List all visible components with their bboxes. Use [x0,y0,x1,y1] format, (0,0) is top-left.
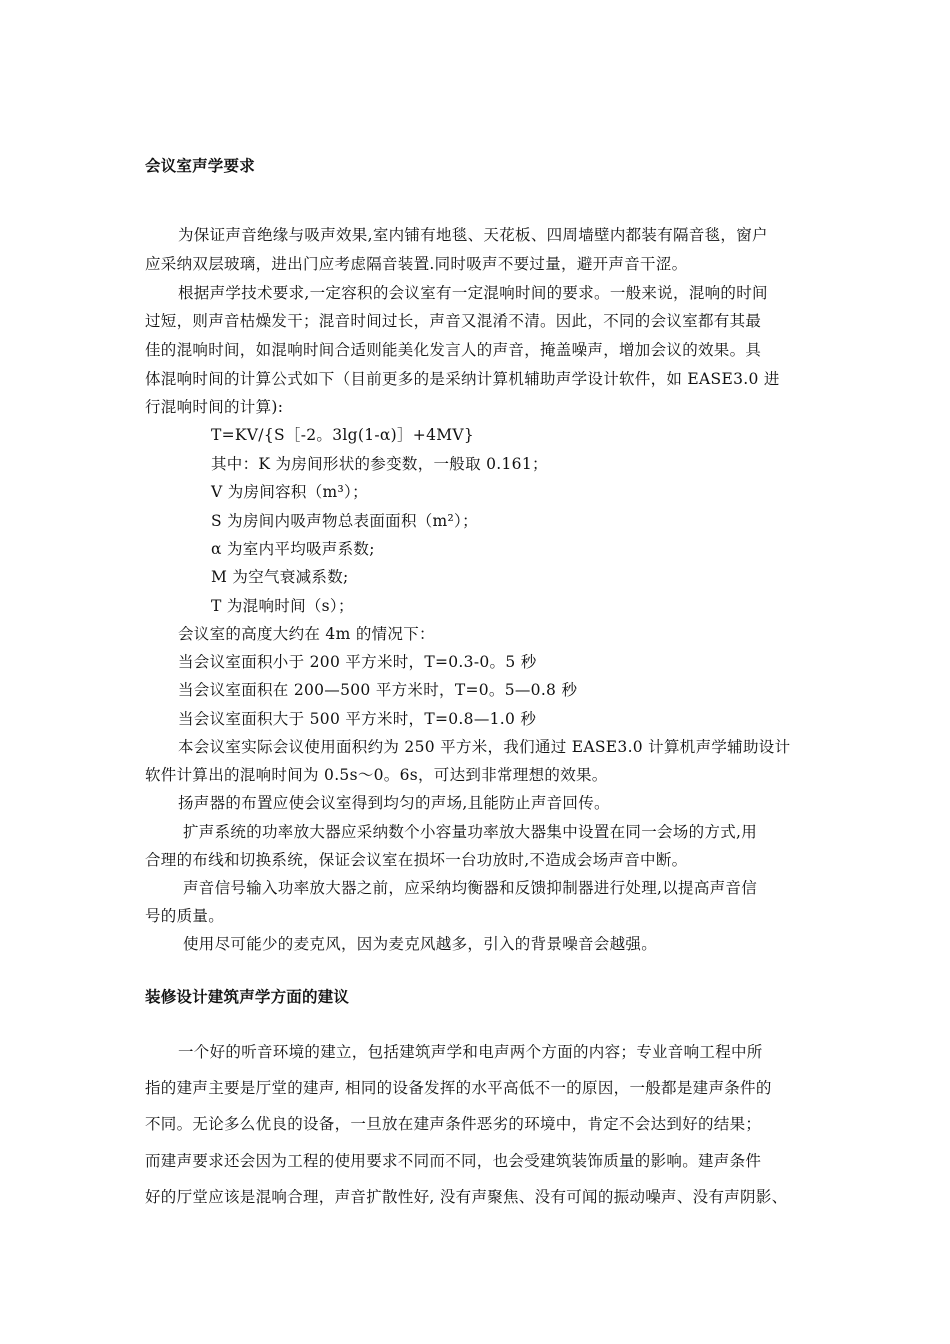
paragraph-line: 扬声器的布置应使会议室得到均匀的声场,且能防止声音回传。 [178,794,610,812]
formula-definition: S 为房间内吸声物总表面面积（m²）； [211,512,478,530]
paragraph-line: 为保证声音绝缘与吸声效果,室内铺有地毯、天花板、四周墙壁内都装有隔音毯，窗户 [178,226,768,244]
paragraph-line: 扩声系统的功率放大器应采纳数个小容量功率放大器集中设置在同一会场的方式,用 [183,823,758,841]
paragraph-line: 一个好的听音环境的建立，包括建筑声学和电声两个方面的内容；专业音响工程中所 [178,1043,763,1061]
paragraph-line: 好的厅堂应该是混响合理，声音扩散性好, 没有声聚焦、没有可闻的振动噪声、没有声阴影、 [145,1188,788,1206]
paragraph-line: 体混响时间的计算公式如下（目前更多的是采纳计算机辅助声学设计软件，如 EASE3.0 进 [145,370,780,388]
paragraph-line: 而建声要求还会因为工程的使用要求不同而不同，也会受建筑装饰质量的影响。建声条件 [145,1152,762,1170]
paragraph-line: 行混响时间的计算): [145,398,284,416]
formula-definition: V 为房间容积（m³）； [211,483,368,501]
formula-definition: T 为混响时间（s）； [211,597,354,615]
paragraph-line: 合理的布线和切换系统，保证会议室在损坏一台功放时,不造成会场声音中断。 [145,851,688,869]
reverb-range-line: 当会议室面积大于 500 平方米时，T=0.8—1.0 秒 [178,710,537,728]
section-heading-building-acoustics: 装修设计建筑声学方面的建议 [145,988,350,1006]
formula-definition: M 为空气衰减系数; [211,568,349,586]
paragraph-line: 软件计算出的混响时间为 0.5s～0。6s，可达到非常理想的效果。 [145,766,608,784]
formula-definition: α 为室内平均吸声系数; [211,540,375,558]
paragraph-line: 应采纳双层玻璃，进出门应考虑隔音装置.同时吸声不要过量，避开声音干涩。 [145,255,688,273]
paragraph-line: 根据声学技术要求,一定容积的会议室有一定混响时间的要求。一般来说，混响的时间 [178,284,768,302]
paragraph-line: 声音信号输入功率放大器之前，应采纳均衡器和反馈抑制器进行处理,以提高声音信 [183,879,758,897]
paragraph-line: 会议室的高度大约在 4m 的情况下： [178,625,435,643]
formula-definition: 其中：K 为房间形状的参变数，一般取 0.161； [211,455,548,473]
reverb-formula: T=KV/{S［-2。3lg(1-α)］+4MV} [211,426,475,444]
section-heading-acoustics: 会议室声学要求 [145,157,255,175]
paragraph-line: 号的质量。 [145,907,225,925]
paragraph-line: 本会议室实际会议使用面积约为 250 平方米，我们通过 EASE3.0 计算机声学辅助设计 [178,738,791,756]
paragraph-line: 指的建声主要是厅堂的建声, 相同的设备发挥的水平高低不一的原因，一般都是建声条件的 [145,1079,772,1097]
paragraph-line: 过短，则声音枯燥发干；混音时间过长，声音又混淆不清。因此，不同的会议室都有其最 [145,312,762,330]
paragraph-line: 使用尽可能少的麦克风，因为麦克风越多，引入的背景噪音会越强。 [183,935,658,953]
reverb-range-line: 当会议室面积在 200—500 平方米时，T=0。5—0.8 秒 [178,681,578,699]
reverb-range-line: 当会议室面积小于 200 平方米时，T=0.3-0。5 秒 [178,653,537,671]
paragraph-line: 不同。无论多么优良的设备，一旦放在建声条件恶劣的环境中，肯定不会达到好的结果； [145,1115,762,1133]
paragraph-line: 佳的混响时间，如混响时间合适则能美化发言人的声音，掩盖噪声，增加会议的效果。具 [145,341,762,359]
